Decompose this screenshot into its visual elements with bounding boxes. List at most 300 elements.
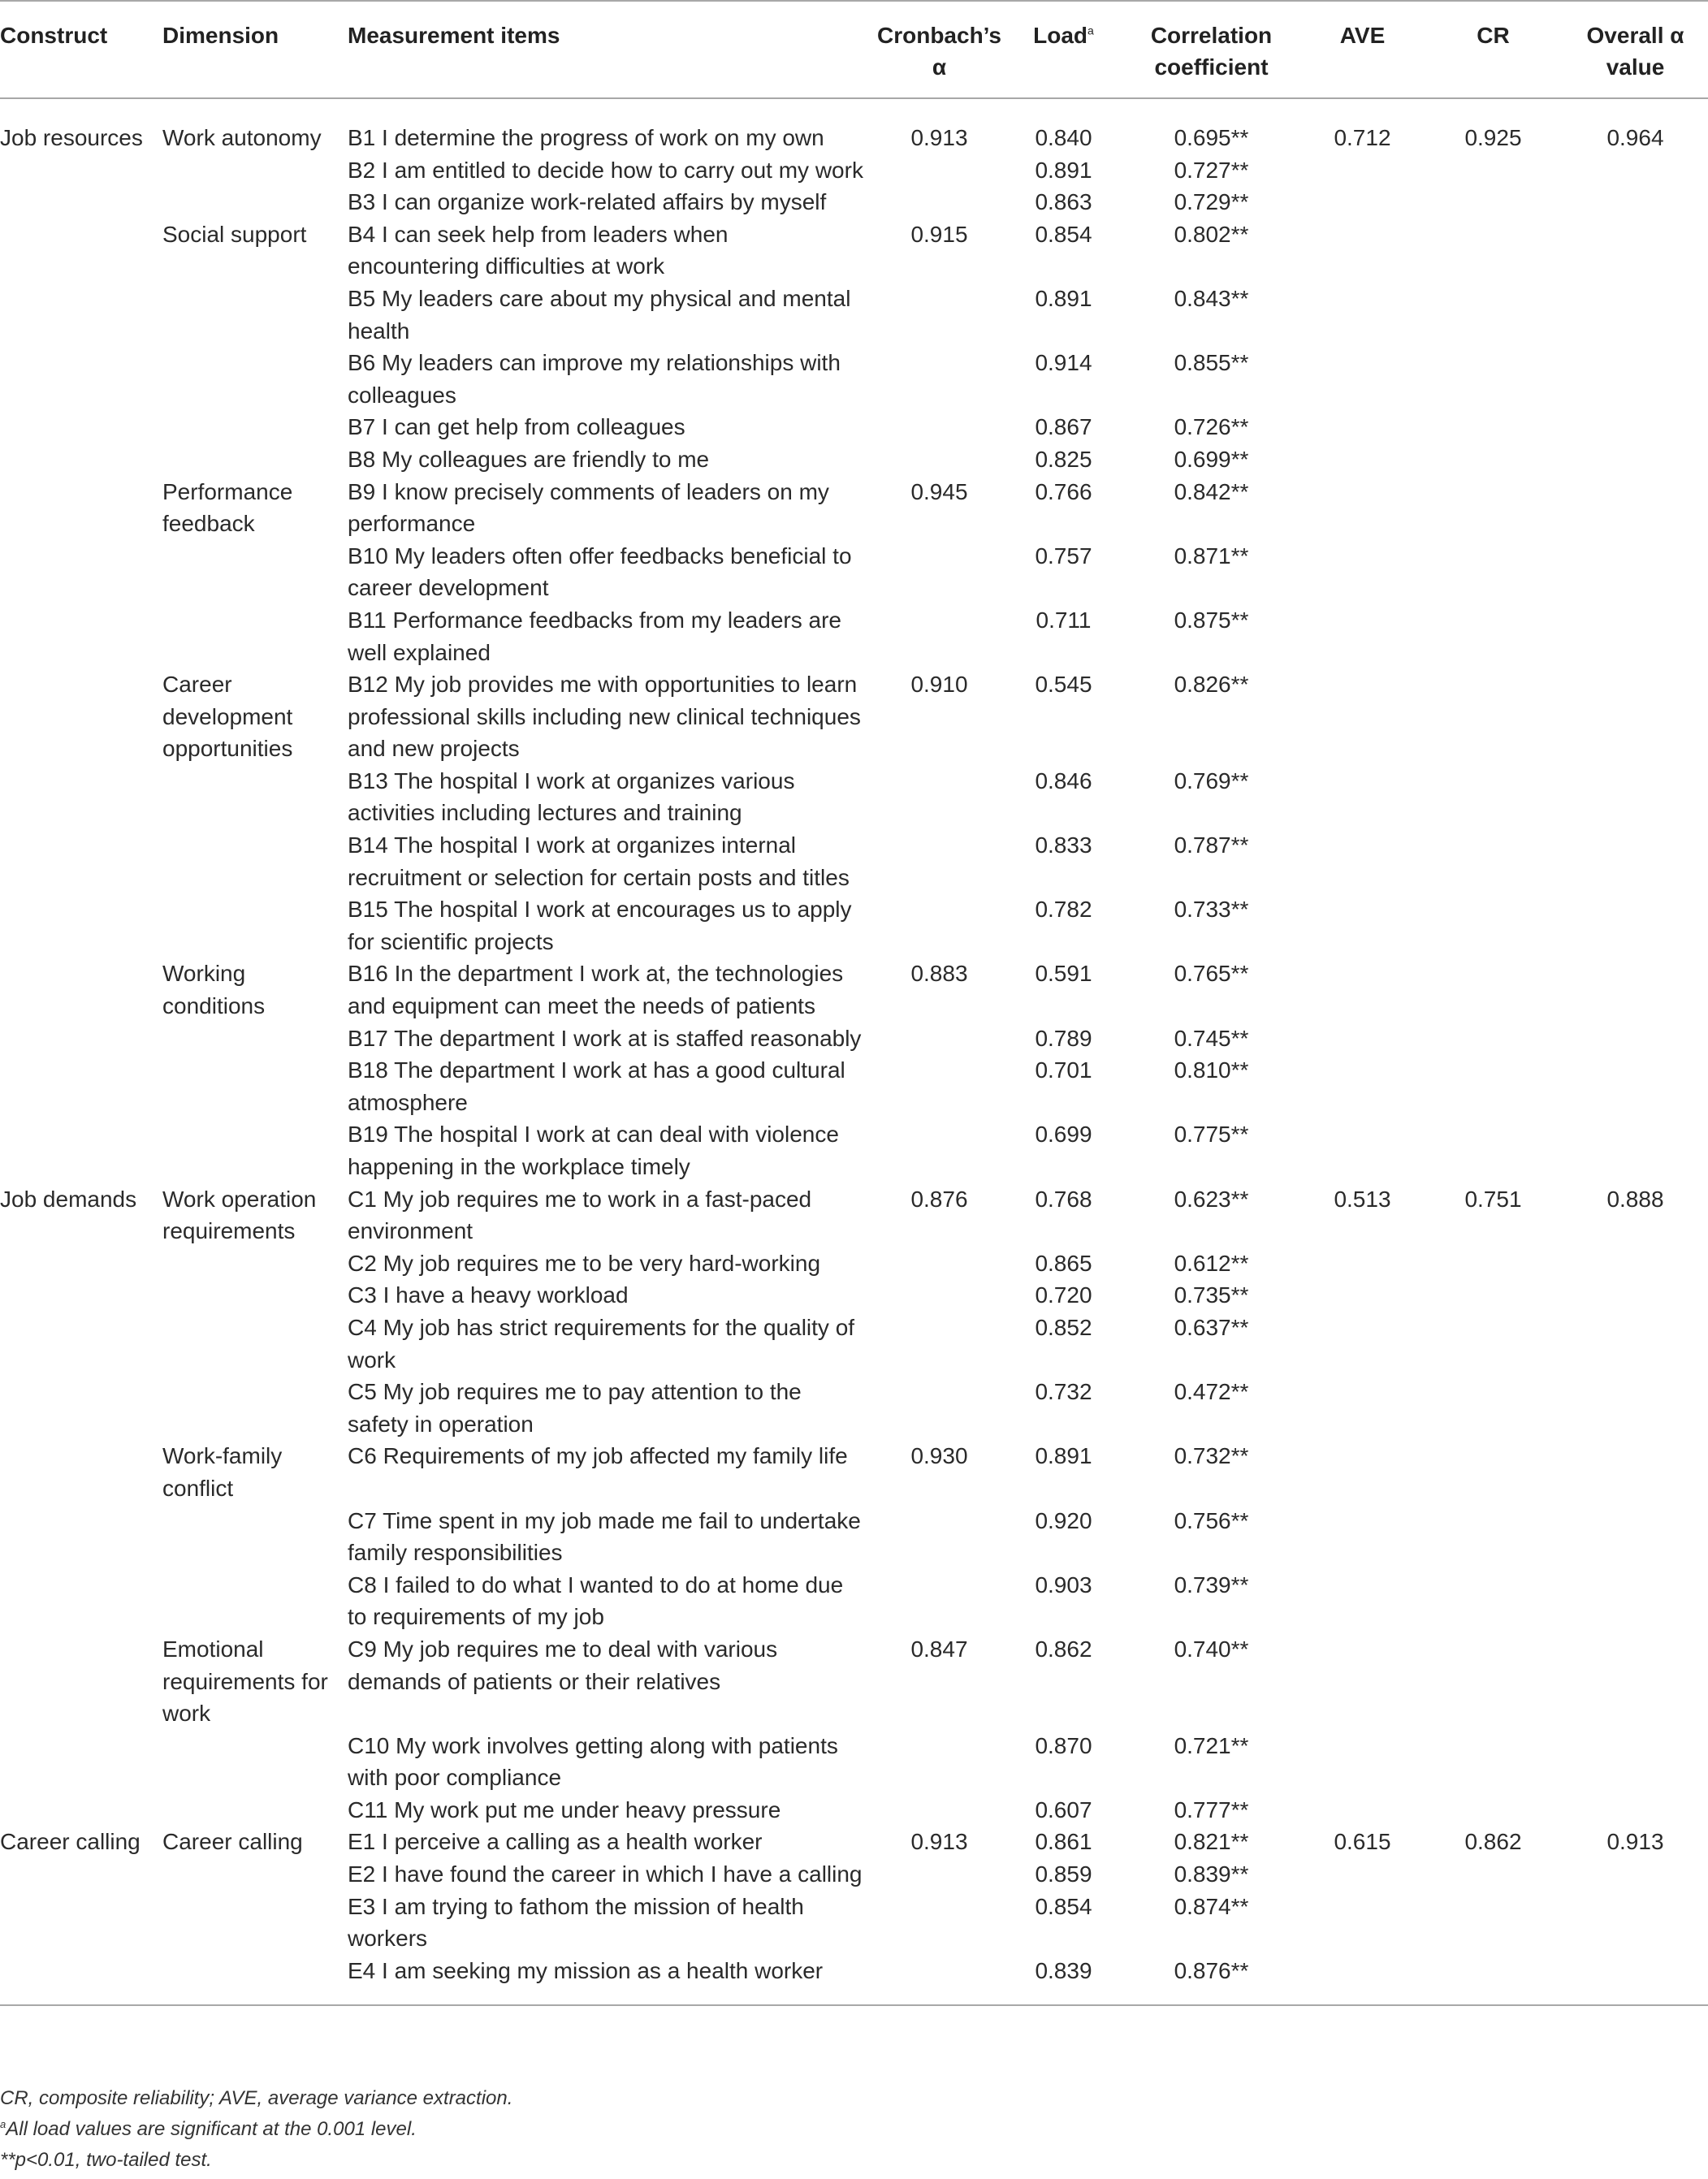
correlation-cell: 0.842** xyxy=(1174,478,1249,504)
dimension-cell: Work operation requirements xyxy=(162,1186,317,1244)
cr-cell xyxy=(1424,411,1563,443)
cr-cell xyxy=(1424,829,1563,893)
load-cell: 0.846 xyxy=(1035,767,1092,793)
dimension-cell xyxy=(162,1279,348,1312)
cronbach-alpha-cell xyxy=(873,1569,1005,1633)
load-cell: 0.862 xyxy=(1035,1636,1092,1662)
dimension-cell: Work autonomy xyxy=(162,125,322,150)
load-cell: 0.861 xyxy=(1035,1829,1092,1855)
construct-cell xyxy=(0,540,162,604)
cr-cell xyxy=(1424,1730,1563,1794)
dimension-cell: Performance feedback xyxy=(162,478,293,537)
cr-cell xyxy=(1424,1858,1563,1891)
construct-cell xyxy=(0,1440,162,1504)
cronbach-alpha-cell: 0.913 xyxy=(910,1829,968,1855)
overall-alpha-cell xyxy=(1563,1118,1708,1182)
dimension-cell xyxy=(162,443,348,476)
correlation-cell: 0.826** xyxy=(1174,672,1249,698)
cronbach-alpha-cell xyxy=(873,1505,1005,1569)
header-correlation-coefficient: Correlation coefficient xyxy=(1150,23,1273,80)
cr-cell: 0.751 xyxy=(1464,1186,1522,1212)
construct-cell xyxy=(0,1505,162,1569)
load-cell: 0.833 xyxy=(1035,832,1092,858)
table-row xyxy=(0,1505,1708,1569)
measurement-item-cell: B6 My leaders can improve my relationships with colleagues xyxy=(348,350,841,408)
cronbach-alpha-cell xyxy=(873,1794,1005,1827)
cr-cell xyxy=(1424,668,1563,765)
correlation-cell: 0.787** xyxy=(1174,832,1249,858)
dimension-cell xyxy=(162,1376,348,1440)
table-row xyxy=(0,476,1708,540)
load-cell: 0.854 xyxy=(1035,1893,1092,1919)
header-measurement-items: Measurement items xyxy=(348,23,560,48)
load-cell: 0.852 xyxy=(1035,1314,1092,1340)
cronbach-alpha-cell xyxy=(873,1247,1005,1280)
dimension-cell xyxy=(162,411,348,443)
overall-alpha-cell xyxy=(1563,154,1708,187)
table-row xyxy=(0,1279,1708,1312)
construct-cell xyxy=(0,1118,162,1182)
measurement-item-cell: C3 I have a heavy workload xyxy=(348,1282,629,1308)
ave-cell xyxy=(1301,1794,1424,1827)
construct-cell xyxy=(0,604,162,668)
cronbach-alpha-cell xyxy=(873,186,1005,218)
ave-cell xyxy=(1301,1633,1424,1730)
cr-cell xyxy=(1424,1794,1563,1827)
overall-alpha-cell xyxy=(1563,443,1708,476)
construct-cell xyxy=(0,1279,162,1312)
dimension-cell xyxy=(162,283,348,347)
header-construct: Construct xyxy=(0,23,108,48)
correlation-cell: 0.775** xyxy=(1174,1122,1249,1148)
table-row xyxy=(0,1022,1708,1055)
construct-cell xyxy=(0,1376,162,1440)
overall-alpha-cell xyxy=(1563,476,1708,540)
construct-cell xyxy=(0,1891,162,1955)
measurement-item-cell: C7 Time spent in my job made me fail to undertake family responsibilities xyxy=(348,1507,861,1566)
cr-cell xyxy=(1424,186,1563,218)
construct-cell xyxy=(0,186,162,218)
load-cell: 0.699 xyxy=(1035,1122,1092,1148)
correlation-cell: 0.472** xyxy=(1174,1379,1249,1405)
ave-cell xyxy=(1301,540,1424,604)
overall-alpha-cell xyxy=(1563,347,1708,411)
construct-cell xyxy=(0,154,162,187)
construct-cell xyxy=(0,1022,162,1055)
correlation-cell: 0.874** xyxy=(1174,1893,1249,1919)
dimension-cell xyxy=(162,1794,348,1827)
ave-cell xyxy=(1301,1054,1424,1118)
dimension-cell xyxy=(162,154,348,187)
load-cell: 0.825 xyxy=(1035,446,1092,472)
correlation-cell: 0.777** xyxy=(1174,1796,1249,1822)
correlation-cell: 0.843** xyxy=(1174,285,1249,311)
measurement-item-cell: E2 I have found the career in which I have a calling xyxy=(348,1861,863,1887)
table-row xyxy=(0,1376,1708,1440)
cronbach-alpha-cell: 0.910 xyxy=(910,672,968,698)
cronbach-alpha-cell xyxy=(873,283,1005,347)
correlation-cell: 0.745** xyxy=(1174,1025,1249,1051)
load-cell: 0.863 xyxy=(1035,189,1092,215)
dimension-cell: Work-family conflict xyxy=(162,1443,283,1501)
table-row xyxy=(0,1312,1708,1376)
construct-cell xyxy=(0,1247,162,1280)
cr-cell: 0.862 xyxy=(1464,1829,1522,1855)
footnote-load-significance: $^a$All load values are significant at the 0.001 level. xyxy=(0,2118,417,2140)
table-row xyxy=(0,1955,1708,2006)
ave-cell: 0.513 xyxy=(1334,1186,1391,1212)
load-cell: 0.768 xyxy=(1035,1186,1092,1212)
ave-cell xyxy=(1301,347,1424,411)
measurement-item-cell: C10 My work involves getting along with patients with poor compliance xyxy=(348,1732,838,1791)
measurement-item-cell: C9 My job requires me to deal with various demands of patients or their relatives xyxy=(348,1636,778,1694)
header-dimension: Dimension xyxy=(162,23,279,48)
correlation-cell: 0.839** xyxy=(1174,1861,1249,1887)
overall-alpha-cell xyxy=(1563,540,1708,604)
correlation-cell: 0.726** xyxy=(1174,414,1249,440)
table-row xyxy=(0,1118,1708,1182)
table-row xyxy=(0,893,1708,958)
table-row xyxy=(0,1858,1708,1891)
dimension-cell: Social support xyxy=(162,221,307,247)
load-cell: 0.859 xyxy=(1035,1861,1092,1887)
construct-cell xyxy=(0,1569,162,1633)
overall-alpha-cell xyxy=(1563,1312,1708,1376)
ave-cell xyxy=(1301,1730,1424,1794)
measurement-item-cell: B13 The hospital I work at organizes various activities including lectures and training xyxy=(348,767,795,826)
load-cell: 0.766 xyxy=(1035,478,1092,504)
correlation-cell: 0.802** xyxy=(1174,221,1249,247)
measurement-item-cell: B16 In the department I work at, the technologies and equipment can meet the needs of patients xyxy=(348,961,844,1019)
correlation-cell: 0.733** xyxy=(1174,897,1249,923)
cr-cell xyxy=(1424,476,1563,540)
ave-cell xyxy=(1301,604,1424,668)
measurement-item-cell: B9 I know precisely comments of leaders on my performance xyxy=(348,478,829,537)
overall-alpha-cell xyxy=(1563,1633,1708,1730)
cronbach-alpha-cell: 0.883 xyxy=(910,961,968,987)
correlation-cell: 0.612** xyxy=(1174,1250,1249,1276)
construct-cell xyxy=(0,668,162,765)
cronbach-alpha-cell xyxy=(873,604,1005,668)
construct-cell xyxy=(0,765,162,829)
cr-cell xyxy=(1424,1247,1563,1280)
cronbach-alpha-cell: 0.876 xyxy=(910,1186,968,1212)
cr-cell xyxy=(1424,154,1563,187)
correlation-cell: 0.695** xyxy=(1174,125,1249,150)
ave-cell xyxy=(1301,476,1424,540)
load-cell: 0.839 xyxy=(1035,1957,1092,1983)
dimension-cell: Career development opportunities xyxy=(162,672,293,762)
dimension-cell xyxy=(162,186,348,218)
correlation-cell: 0.623** xyxy=(1174,1186,1249,1212)
measurement-item-cell: C11 My work put me under heavy pressure xyxy=(348,1796,781,1822)
table-row xyxy=(0,829,1708,893)
cronbach-alpha-cell xyxy=(873,154,1005,187)
correlation-cell: 0.810** xyxy=(1174,1057,1249,1083)
dimension-cell xyxy=(162,893,348,958)
construct-cell xyxy=(0,958,162,1022)
load-cell: 0.867 xyxy=(1035,414,1092,440)
dimension-cell xyxy=(162,829,348,893)
cr-cell xyxy=(1424,1376,1563,1440)
overall-alpha-cell xyxy=(1563,1955,1708,2006)
load-cell: 0.914 xyxy=(1035,350,1092,376)
measurement-item-cell: B15 The hospital I work at encourages us to apply for scientific projects xyxy=(348,897,852,954)
cr-cell xyxy=(1424,1569,1563,1633)
cronbach-alpha-cell xyxy=(873,347,1005,411)
dimension-cell xyxy=(162,765,348,829)
dimension-cell: Career calling xyxy=(162,1829,303,1855)
ave-cell xyxy=(1301,893,1424,958)
cronbach-alpha-cell xyxy=(873,1054,1005,1118)
overall-alpha-cell xyxy=(1563,958,1708,1022)
header-ave: AVE xyxy=(1339,23,1386,48)
correlation-cell: 0.756** xyxy=(1174,1507,1249,1533)
table-row xyxy=(0,186,1708,218)
construct-cell xyxy=(0,411,162,443)
table-row xyxy=(0,218,1708,283)
table-row xyxy=(0,283,1708,347)
ave-cell xyxy=(1301,218,1424,283)
table-row xyxy=(0,1247,1708,1280)
overall-alpha-cell: 0.913 xyxy=(1606,1829,1664,1855)
cr-cell xyxy=(1424,604,1563,668)
table-row xyxy=(0,98,1708,154)
load-cell: 0.701 xyxy=(1035,1057,1092,1083)
measurement-item-cell: B10 My leaders often offer feedbacks beneficial to career development xyxy=(348,543,852,601)
table-row xyxy=(0,411,1708,443)
load-cell: 0.720 xyxy=(1035,1282,1092,1308)
cronbach-alpha-cell xyxy=(873,1891,1005,1955)
table-row xyxy=(0,443,1708,476)
overall-alpha-cell xyxy=(1563,1054,1708,1118)
dimension-cell xyxy=(162,1312,348,1376)
measurement-item-cell: C1 My job requires me to work in a fast-paced environment xyxy=(348,1186,812,1244)
load-cell: 0.891 xyxy=(1035,285,1092,311)
correlation-cell: 0.637** xyxy=(1174,1314,1249,1340)
correlation-cell: 0.721** xyxy=(1174,1732,1249,1758)
measurement-item-cell: E3 I am trying to fathom the mission of health workers xyxy=(348,1893,804,1952)
load-cell: 0.854 xyxy=(1035,221,1092,247)
overall-alpha-cell xyxy=(1563,1376,1708,1440)
construct-cell xyxy=(0,443,162,476)
table-row xyxy=(0,765,1708,829)
cr-cell xyxy=(1424,1633,1563,1730)
measurement-item-cell: B5 My leaders care about my physical and mental health xyxy=(348,285,851,344)
construct-cell xyxy=(0,1794,162,1827)
table-row xyxy=(0,154,1708,187)
load-cell: 0.870 xyxy=(1035,1732,1092,1758)
dimension-cell xyxy=(162,1569,348,1633)
cr-cell xyxy=(1424,1440,1563,1504)
table-row xyxy=(0,958,1708,1022)
load-cell: 0.789 xyxy=(1035,1025,1092,1051)
construct-cell: Job resources xyxy=(0,125,143,150)
load-cell: 0.903 xyxy=(1035,1572,1092,1598)
overall-alpha-cell xyxy=(1563,186,1708,218)
load-cell: 0.732 xyxy=(1035,1379,1092,1405)
dimension-cell: Emotional requirements for work xyxy=(162,1636,328,1727)
cr-cell xyxy=(1424,1312,1563,1376)
cr-cell xyxy=(1424,1118,1563,1182)
cr-cell xyxy=(1424,1022,1563,1055)
cr-cell xyxy=(1424,1279,1563,1312)
construct-cell xyxy=(0,893,162,958)
ave-cell xyxy=(1301,1891,1424,1955)
table-row xyxy=(0,1730,1708,1794)
correlation-cell: 0.732** xyxy=(1174,1443,1249,1469)
load-cell: 0.840 xyxy=(1035,125,1092,150)
load-cell: 0.711 xyxy=(1036,607,1092,633)
cr-cell xyxy=(1424,443,1563,476)
cronbach-alpha-cell xyxy=(873,829,1005,893)
cronbach-alpha-cell: 0.847 xyxy=(910,1636,968,1662)
cr-cell xyxy=(1424,1955,1563,2006)
overall-alpha-cell xyxy=(1563,1247,1708,1280)
overall-alpha-cell xyxy=(1563,411,1708,443)
construct-cell xyxy=(0,218,162,283)
cronbach-alpha-cell xyxy=(873,540,1005,604)
overall-alpha-cell xyxy=(1563,604,1708,668)
ave-cell xyxy=(1301,1022,1424,1055)
measurement-item-cell: C8 I failed to do what I wanted to do at home due to requirements of my job xyxy=(348,1572,844,1630)
overall-alpha-cell xyxy=(1563,1022,1708,1055)
construct-cell: Job demands xyxy=(0,1186,137,1212)
dimension-cell xyxy=(162,1022,348,1055)
ave-cell xyxy=(1301,1440,1424,1504)
measurement-item-cell: B2 I am entitled to decide how to carry out my work xyxy=(348,157,863,183)
footnote-abbreviations: CR, composite reliability; AVE, average variance extraction. xyxy=(0,2087,513,2109)
ave-cell xyxy=(1301,668,1424,765)
measurement-item-cell: B4 I can seek help from leaders when encountering difficulties at work xyxy=(348,221,729,279)
construct-cell xyxy=(0,1312,162,1376)
overall-alpha-cell xyxy=(1563,1794,1708,1827)
table-row xyxy=(0,1826,1708,1858)
ave-cell xyxy=(1301,443,1424,476)
construct-cell xyxy=(0,1054,162,1118)
measurement-item-cell: E1 I perceive a calling as a health worker xyxy=(348,1829,763,1855)
cronbach-alpha-cell: 0.915 xyxy=(910,221,968,247)
correlation-cell: 0.740** xyxy=(1174,1636,1249,1662)
load-cell: 0.891 xyxy=(1035,157,1092,183)
construct-cell xyxy=(0,283,162,347)
overall-alpha-cell xyxy=(1563,218,1708,283)
dimension-cell xyxy=(162,540,348,604)
overall-alpha-cell xyxy=(1563,668,1708,765)
dimension-cell xyxy=(162,604,348,668)
correlation-cell: 0.727** xyxy=(1174,157,1249,183)
measurement-item-cell: B3 I can organize work-related affairs by myself xyxy=(348,189,827,215)
correlation-cell: 0.871** xyxy=(1174,543,1249,569)
ave-cell xyxy=(1301,958,1424,1022)
cr-cell xyxy=(1424,218,1563,283)
cronbach-alpha-cell: 0.913 xyxy=(910,125,968,150)
construct-cell xyxy=(0,829,162,893)
correlation-cell: 0.876** xyxy=(1174,1957,1249,1983)
dimension-cell xyxy=(162,1054,348,1118)
cr-cell xyxy=(1424,958,1563,1022)
cr-cell xyxy=(1424,1891,1563,1955)
table-row xyxy=(0,1633,1708,1730)
dimension-cell xyxy=(162,1247,348,1280)
load-cell: 0.545 xyxy=(1035,672,1092,698)
measurement-item-cell: C6 Requirements of my job affected my family life xyxy=(348,1443,848,1469)
cronbach-alpha-cell xyxy=(873,411,1005,443)
ave-cell xyxy=(1301,1955,1424,2006)
cronbach-alpha-cell xyxy=(873,1858,1005,1891)
dimension-cell xyxy=(162,1858,348,1891)
table-row xyxy=(0,668,1708,765)
ave-cell xyxy=(1301,765,1424,829)
correlation-cell: 0.875** xyxy=(1174,607,1249,633)
overall-alpha-cell xyxy=(1563,829,1708,893)
cronbach-alpha-cell xyxy=(873,1022,1005,1055)
header-load: Load$^a$ xyxy=(1033,23,1094,48)
header-cr: CR xyxy=(1477,23,1510,48)
cronbach-alpha-cell xyxy=(873,443,1005,476)
overall-alpha-cell xyxy=(1563,1279,1708,1312)
table-row xyxy=(0,1569,1708,1633)
overall-alpha-cell: 0.964 xyxy=(1606,125,1664,150)
cr-cell xyxy=(1424,540,1563,604)
measurement-item-cell: B11 Performance feedbacks from my leaders are well explained xyxy=(348,607,841,665)
measurement-item-cell: C5 My job requires me to pay attention to the safety in operation xyxy=(348,1379,802,1437)
cr-cell xyxy=(1424,1505,1563,1569)
overall-alpha-cell xyxy=(1563,1440,1708,1504)
measurement-item-cell: C4 My job has strict requirements for the quality of work xyxy=(348,1314,855,1373)
header-cronbach-alpha: Cronbach’s α xyxy=(877,23,1001,80)
table-row xyxy=(0,347,1708,411)
dimension-cell xyxy=(162,1505,348,1569)
table-row xyxy=(0,604,1708,668)
ave-cell xyxy=(1301,186,1424,218)
overall-alpha-cell xyxy=(1563,1730,1708,1794)
correlation-cell: 0.735** xyxy=(1174,1282,1249,1308)
dimension-cell xyxy=(162,1891,348,1955)
load-cell: 0.757 xyxy=(1035,543,1092,569)
correlation-cell: 0.699** xyxy=(1174,446,1249,472)
footnote-p-value: **p<0.01, two-tailed test. xyxy=(0,2149,212,2171)
dimension-cell xyxy=(162,347,348,411)
measurement-item-cell: E4 I am seeking my mission as a health worker xyxy=(348,1957,824,1983)
table-row xyxy=(0,1440,1708,1504)
overall-alpha-cell xyxy=(1563,893,1708,958)
dimension-cell xyxy=(162,1730,348,1794)
ave-cell xyxy=(1301,1279,1424,1312)
measurement-item-cell: B7 I can get help from colleagues xyxy=(348,414,685,440)
construct-cell xyxy=(0,1730,162,1794)
overall-alpha-cell xyxy=(1563,765,1708,829)
cronbach-alpha-cell xyxy=(873,1730,1005,1794)
correlation-cell: 0.769** xyxy=(1174,767,1249,793)
correlation-cell: 0.739** xyxy=(1174,1572,1249,1598)
cronbach-alpha-cell xyxy=(873,1118,1005,1182)
load-cell: 0.607 xyxy=(1035,1796,1092,1822)
load-cell: 0.782 xyxy=(1035,897,1092,923)
overall-alpha-cell xyxy=(1563,1505,1708,1569)
table-body xyxy=(0,98,1708,2005)
table-row xyxy=(0,540,1708,604)
load-cell: 0.865 xyxy=(1035,1250,1092,1276)
cronbach-alpha-cell xyxy=(873,893,1005,958)
ave-cell xyxy=(1301,1247,1424,1280)
measurement-item-cell: B17 The department I work at is staffed reasonably xyxy=(348,1025,862,1051)
ave-cell: 0.615 xyxy=(1334,1829,1391,1855)
table-footnotes xyxy=(0,2083,1708,2176)
measurement-item-cell: B19 The hospital I work at can deal with violence happening in the workplace timely xyxy=(348,1122,839,1179)
header-overall-alpha: Overall α value xyxy=(1586,23,1684,80)
measurement-item-cell: B14 The hospital I work at organizes internal recruitment or selection for certain posts and titles xyxy=(348,832,850,890)
